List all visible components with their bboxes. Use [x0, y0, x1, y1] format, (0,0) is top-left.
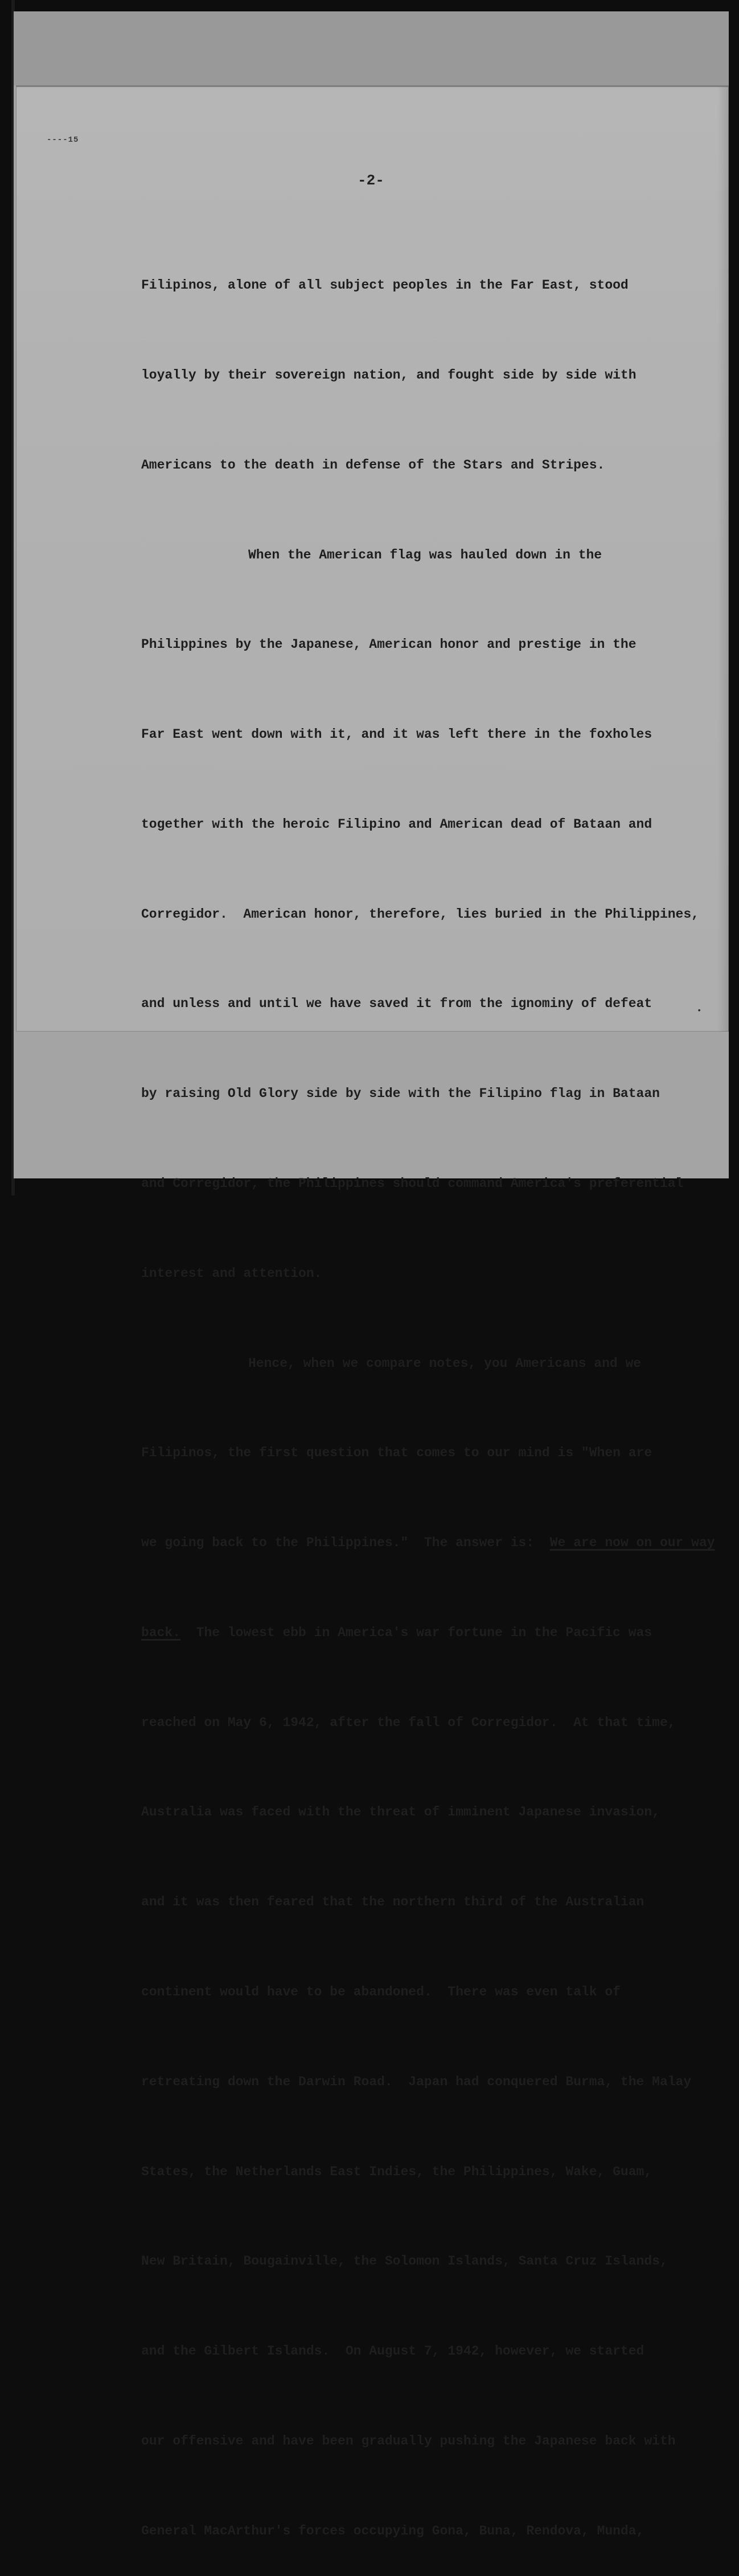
text-line — [141, 1618, 705, 1648]
text-line: loyally by their sovereign nation, and fought side by side with — [141, 367, 637, 383]
corner-mark: ----15 — [47, 135, 79, 145]
text-line: Filipinos, the first question that comes to our mind is "When are — [141, 1445, 652, 1461]
text-line: retreating down the Darwin Road. Japan had conquered Burma, the Malay — [141, 2074, 692, 2089]
text-line: Americans to the death in defense of the Stars and Stripes. — [141, 457, 605, 473]
end-mark: • — [697, 1006, 702, 1016]
text-line: and the Gilbert Islands. On August 7, 1942, however, we started — [141, 2344, 644, 2359]
text-line: Australia was faced with the threat of imminent Japanese invasion, — [141, 1805, 660, 1820]
text-segment: we going back to the Philippines." The answer is: — [141, 1535, 550, 1551]
underlined-phrase: We are now on our way — [549, 1535, 715, 1551]
text-line: continent would have to be abandoned. There was even talk of — [141, 1985, 621, 2000]
text-line: New Britain, Bougainville, the Solomon Islands, Santa Cruz Islands, — [141, 2254, 668, 2269]
text-line: and it was then feared that the northern third of the Australian — [141, 1895, 644, 1910]
text-line: together with the heroic Filipino and American dead of Bataan and — [141, 816, 652, 832]
text-line: and unless and until we have saved it from the ignominy of defeat — [141, 996, 652, 1012]
text-segment: The lowest ebb in America's war fortune in the Pacific was — [180, 1625, 652, 1640]
underlying-page-top — [14, 11, 729, 85]
text-line: by raising Old Glory side by side with the Filipino flag in Bataan — [141, 1086, 660, 1102]
text-line: interest and attention. — [141, 1266, 322, 1281]
text-line: General MacArthur's forces occupying Gona, Buna, Rendova, Munda, — [141, 2523, 644, 2538]
page-edge-shadow — [717, 87, 729, 1032]
text-line: Philippines by the Japanese, American honor and prestige in the — [141, 637, 637, 652]
text-line: our offensive and have been gradually pushing the Japanese back with — [141, 2433, 676, 2448]
text-line: Hence, when we compare notes, you Americans and we — [248, 1355, 642, 1371]
text-line: States, the Netherlands East Indies, the Philippines, Wake, Guam, — [141, 2164, 652, 2179]
text-line — [141, 1528, 715, 1558]
text-line: When the American flag was hauled down in the — [248, 547, 602, 562]
underlined-phrase: back. — [141, 1625, 181, 1640]
text-line: Far East went down with it, and it was left there in the foxholes — [141, 727, 652, 742]
text-line: Filipinos, alone of all subject peoples in the Far East, stood — [141, 278, 629, 293]
text-line: and Corregidor, the Philippines should command America's preferential — [141, 1176, 684, 1191]
text-line: Corregidor. American honor, therefore, lies buried in the Philippines, — [141, 906, 699, 922]
document-body — [141, 211, 715, 2576]
text-line: reached on May 6, 1942, after the fall of Corregidor. At that time, — [141, 1715, 676, 1730]
page-number: -2- — [358, 172, 384, 189]
